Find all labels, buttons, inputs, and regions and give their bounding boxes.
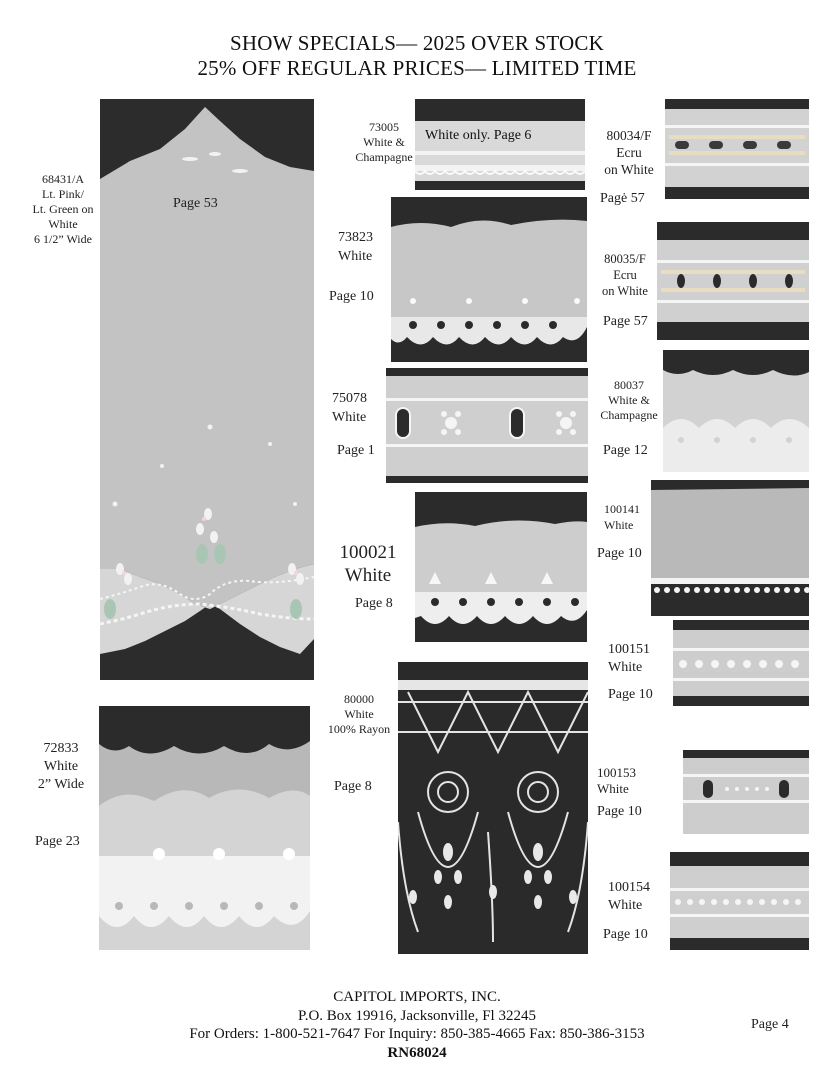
page-number: Page 4: [751, 1017, 789, 1032]
footer-company: CAPITOL IMPORTS, INC.: [333, 989, 501, 1005]
swatch-100153-image: [683, 750, 809, 834]
header-line-2: 25% OFF REGULAR PRICES— LIMITED TIME: [197, 56, 637, 80]
product-color: Champagne: [355, 150, 413, 164]
product-code: 100021: [339, 542, 397, 563]
product-80000-page: Page 8: [334, 779, 372, 794]
product-color: Lt. Green on: [32, 202, 94, 216]
product-73823-page: Page 10: [329, 289, 374, 304]
swatch-75078-image: [386, 368, 588, 483]
swatch-80000-image: [398, 662, 588, 954]
product-80037-label: [596, 378, 662, 423]
product-code: 80034/F: [606, 128, 652, 143]
product-color: on White: [602, 284, 648, 298]
product-color: on White: [604, 162, 654, 177]
product-material: 100% Rayon: [327, 722, 391, 736]
header-line-1: SHOW SPECIALS— 2025 OVER STOCK: [230, 31, 604, 55]
footer-rn: RN68024: [387, 1045, 447, 1061]
product-75078-label: [332, 389, 367, 427]
product-72833-page: Page 23: [35, 834, 80, 849]
product-73823-label: [338, 228, 373, 266]
product-color: White &: [363, 135, 405, 149]
product-68431a-page: Page 53: [173, 196, 218, 211]
product-100154-page: Page 10: [603, 927, 648, 942]
product-80000-label: [322, 692, 396, 737]
swatch-80035f-image: [657, 222, 809, 340]
product-100141-label: [604, 501, 640, 533]
product-73005-note: White only. Page 6: [425, 128, 532, 143]
product-73005-label: [355, 120, 413, 165]
swatch-68431a-image: [100, 99, 314, 680]
product-100021-page: Page 8: [355, 596, 393, 611]
product-100153-label: [597, 765, 636, 797]
swatch-73005-image: [415, 99, 585, 190]
product-100153-page: Page 10: [597, 804, 642, 819]
product-code: 72833: [43, 741, 79, 756]
product-100151-page: Page 10: [608, 687, 653, 702]
product-code: 100153: [597, 765, 636, 780]
product-80037-page: Page 12: [603, 443, 648, 458]
product-color: White: [332, 410, 367, 425]
product-color: White: [344, 707, 374, 721]
product-code: 73823: [338, 230, 373, 245]
product-color: White: [608, 898, 643, 913]
product-color: White: [344, 565, 392, 586]
product-color: White: [597, 781, 629, 796]
swatch-100154-image: [670, 852, 809, 950]
product-color: White: [48, 217, 78, 231]
product-code: 80035/F: [604, 252, 646, 266]
product-color: Champagne: [600, 408, 658, 422]
swatch-73823-image: [391, 197, 587, 362]
product-code: 73005: [369, 120, 399, 134]
product-code: 80000: [344, 692, 374, 706]
product-75078-page: Page 1: [337, 443, 375, 458]
product-color: White: [43, 759, 79, 774]
product-width: 2” Wide: [37, 777, 85, 792]
product-80034f-page: Pagė 57: [600, 191, 645, 206]
product-code: 75078: [332, 391, 367, 406]
footer-contact: For Orders: 1-800-521-7647 For Inquiry: 850-385-4665 Fax: 850-386-3153: [189, 1026, 645, 1042]
swatch-100141-image: [651, 480, 809, 616]
product-color: White: [608, 660, 643, 675]
product-100021-label: [330, 541, 406, 587]
swatch-80034f-image: [665, 99, 809, 199]
product-100154-label: [608, 879, 650, 915]
product-80035f-page: Page 57: [603, 314, 648, 329]
swatch-100021-image: [415, 492, 587, 642]
product-72833-label: [30, 740, 92, 794]
product-100141-page: Page 10: [597, 546, 642, 561]
product-code: 68431/A: [42, 172, 84, 186]
product-code: 100151: [608, 642, 650, 657]
swatch-100151-image: [673, 620, 809, 706]
product-color: White &: [608, 393, 650, 407]
swatch-80037-image: [663, 350, 809, 472]
product-100151-label: [608, 641, 650, 677]
footer-address: P.O. Box 19916, Jacksonville, Fl 32245: [298, 1008, 536, 1024]
product-68431a-label: [26, 172, 100, 247]
product-80035f-label: [594, 251, 656, 299]
product-color: Ecru: [616, 145, 642, 160]
product-color: White: [338, 249, 373, 264]
swatch-72833-image: [99, 706, 310, 950]
product-color: White: [604, 518, 634, 532]
product-color: Ecru: [613, 268, 637, 282]
product-code: 80037: [614, 378, 644, 392]
product-code: 100141: [604, 502, 640, 516]
product-width: 6 1/2” Wide: [34, 232, 92, 246]
product-code: 100154: [608, 880, 650, 895]
product-color: Lt. Pink/: [41, 187, 84, 201]
product-80034f-label: [596, 127, 662, 178]
